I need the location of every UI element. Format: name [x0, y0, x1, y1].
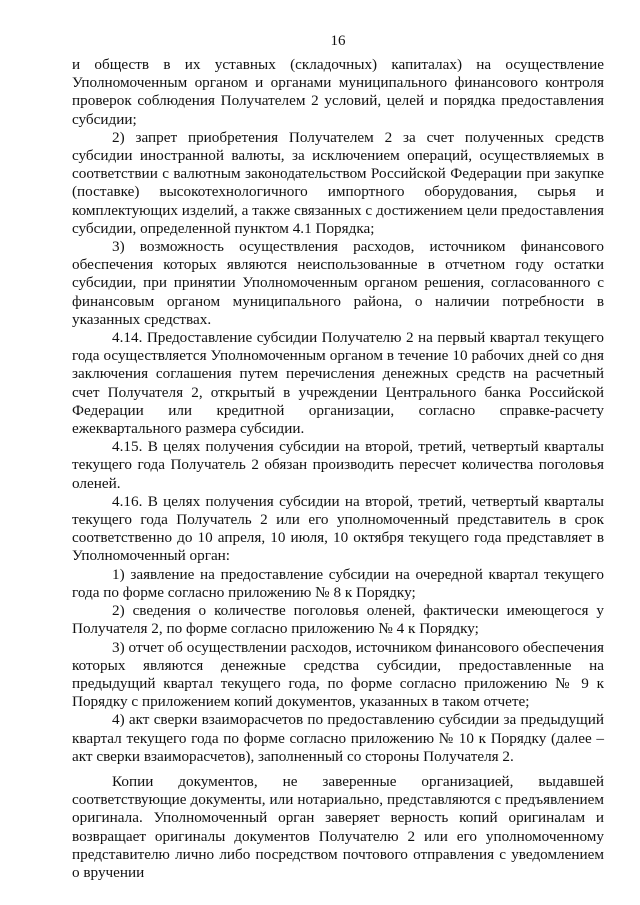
paragraph-continuation-inspections: и обществ в их уставных (складочных) капиталах) на осуществление Уполномоченным органом и органами муниципального финансового контроля проверок соблюдения Получателем 2 условий, целей и порядка предоставления субсидии; [72, 56, 604, 128]
paragraph-document-copies: Копии документов, не заверенные организацией, выдавшей соответствующие документы, или нотариально, представляются с предъявлением оригинала. Уполномоченный орган заверяет верность копий оригиналам и возвращает оригиналы документов Получателю 2 или его уполномоченному представителю лично либо посредством почтового отправления с уведомлением о вручении [72, 772, 604, 881]
paragraph-clause-4-15: 4.15. В целях получения субсидии на второй, третий, четвертый кварталы текущего года Получатель 2 обязан производить пересчет количества поголовья оленей. [72, 438, 604, 492]
list-item-reconciliation-act: 4) акт сверки взаиморасчетов по предоставлению субсидии за предыдущий квартал текущего года по форме согласно приложению № 10 к Порядку (далее – акт сверки взаиморасчетов), заполненный со стороны Получателя 2. [72, 711, 604, 765]
paragraph-clause-4-14: 4.14. Предоставление субсидии Получателю 2 на первый квартал текущего года осуществляется Уполномоченным органом в течение 10 рабочих дней со дня заключения соглашения путем перечисления денежных средств на расчетный счет Получателя 2, открытый в учреждении Центрального банка Российской Федерации или кредитной организации, согласно справке-расчету ежеквартального размера субсидии. [72, 329, 604, 438]
paragraph-clause-4-16: 4.16. В целях получения субсидии на второй, третий, четвертый кварталы текущего года Получатель 2 или его уполномоченный представитель в срок соответственно до 10 апреля, 10 июля, 10 октября текущего года представляет в Уполномоченный орган: [72, 492, 604, 565]
document-body [72, 56, 604, 882]
list-item-expense-report: 3) отчет об осуществлении расходов, источником финансового обеспечения которых являются денежные средства субсидии, предоставленные на предыдущий квартал текущего года, по форме согласно приложению № 9 к Порядку с приложением копий документов, указанных в таком отчете; [72, 638, 604, 711]
paragraph-item-2-currency-ban: 2) запрет приобретения Получателем 2 за счет полученных средств субсидии иностранной валюты, за исключением операций, осуществляемых в соответствии с валютным законодательством Российской Федерации при закупке (поставке) высокотехнологичного импортного оборудования, сырья и комплектующих изделий, а также связанных с достижением цели предоставления субсидии, определенной пунктом 4.1 Порядка; [72, 128, 604, 237]
list-item-application: 1) заявление на предоставление субсидии на очередной квартал текущего года по форме согласно приложению № 8 к Порядку; [72, 565, 604, 601]
page-number: 16 [330, 33, 346, 49]
document-page [72, 32, 604, 882]
paragraph-item-3-unused-balance: 3) возможность осуществления расходов, источником финансового обеспечения которых являются неиспользованные в отчетном году остатки субсидии, при принятии Уполномоченным органом решения, согласованного с финансовым органом муниципального района, о наличии потребности в указанных средствах. [72, 238, 604, 328]
list-item-livestock-info: 2) сведения о количестве поголовья оленей, фактически имеющегося у Получателя 2, по форме согласно приложению № 4 к Порядку; [72, 602, 604, 638]
